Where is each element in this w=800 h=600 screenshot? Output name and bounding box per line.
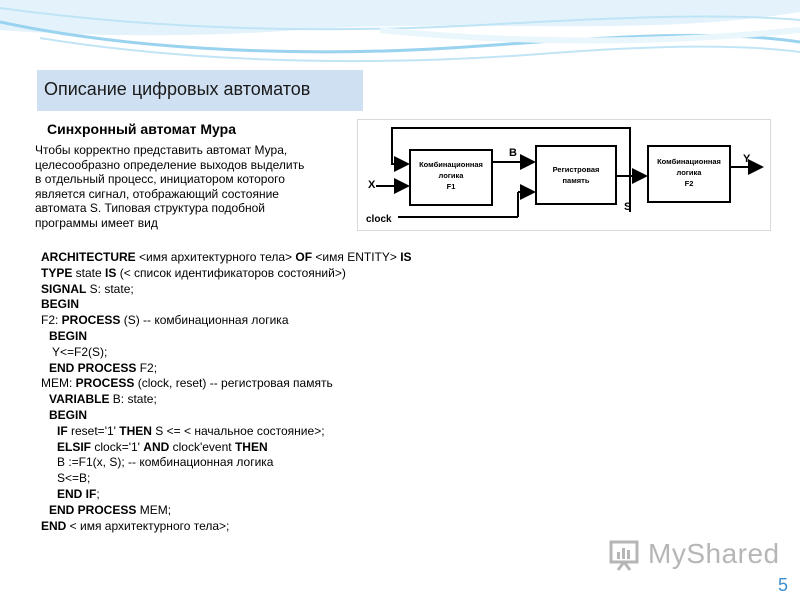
intro-line: целесообразно определение выходов выделить — [35, 157, 305, 172]
signal-b-label: B — [509, 147, 517, 159]
block-f2-line1: Комбинационная — [657, 157, 721, 166]
intro-paragraph — [35, 143, 355, 230]
code-line: IF reset='1' THEN S <= < начальное состояние>; — [57, 423, 325, 438]
block-f1-line3: F1 — [446, 182, 456, 191]
myshared-watermark — [608, 536, 780, 572]
signal-clock-label: clock — [366, 214, 392, 225]
code-line: TYPE state IS (< список идентификаторов состояний>) — [41, 265, 346, 280]
signal-y-label: Y — [743, 153, 751, 165]
moore-machine-diagram — [357, 119, 771, 231]
code-line: SIGNAL S: state; — [41, 281, 134, 296]
intro-line: программы имеет вид — [35, 215, 158, 230]
code-line: S<=B; — [57, 471, 91, 486]
intro-line: является сигнал, отображающий состояние — [35, 186, 279, 201]
watermark-text: MyShared — [648, 538, 780, 569]
page-number: 5 — [778, 575, 789, 595]
slide-title: Описание цифровых автоматов — [37, 70, 363, 111]
block-register-line1: Регистровая — [552, 165, 600, 174]
code-line: END < имя архитектурного тела>; — [41, 518, 230, 533]
code-line: Y<=F2(S); — [52, 344, 108, 359]
signal-s-label: S — [624, 201, 632, 213]
intro-line: в отдельный процесс, инициатором которого — [35, 172, 285, 186]
code-line: VARIABLE B: state; — [49, 392, 157, 407]
code-line: END IF; — [57, 486, 100, 501]
block-f1-line2: логика — [438, 171, 464, 180]
block-f2-line2: логика — [676, 168, 702, 177]
presentation-icon — [608, 537, 642, 571]
code-line: BEGIN — [49, 407, 88, 422]
block-register — [536, 146, 616, 204]
vhdl-code-block — [41, 250, 581, 534]
code-line: MEM: PROCESS (clock, reset) -- регистровая память — [41, 376, 333, 391]
block-register-line2: память — [562, 176, 590, 185]
slide-subtitle: Синхронный автомат Мура — [47, 121, 236, 137]
code-line: BEGIN — [49, 328, 88, 343]
header-wave-decoration — [0, 0, 800, 80]
code-line: ARCHITECTURE <имя архитектурного тела> OF <имя ENTITY> IS — [41, 250, 412, 264]
intro-line: автомата S. Типовая структура подобной — [35, 201, 266, 215]
code-line: F2: PROCESS (S) -- комбинационная логика — [41, 313, 289, 328]
code-line: B :=F1(x, S); -- комбинационная логика — [57, 455, 274, 470]
block-f2-line3: F2 — [684, 179, 694, 188]
code-line: BEGIN — [41, 297, 80, 312]
code-line: END PROCESS F2; — [49, 360, 158, 375]
code-line: END PROCESS MEM; — [49, 502, 172, 517]
block-f1-line1: Комбинационная — [419, 160, 483, 169]
signal-x-label: X — [368, 179, 376, 191]
intro-line: Чтобы корректно представить автомат Мура, — [35, 143, 288, 157]
code-line: ELSIF clock='1' AND clock'event THEN — [57, 439, 268, 454]
